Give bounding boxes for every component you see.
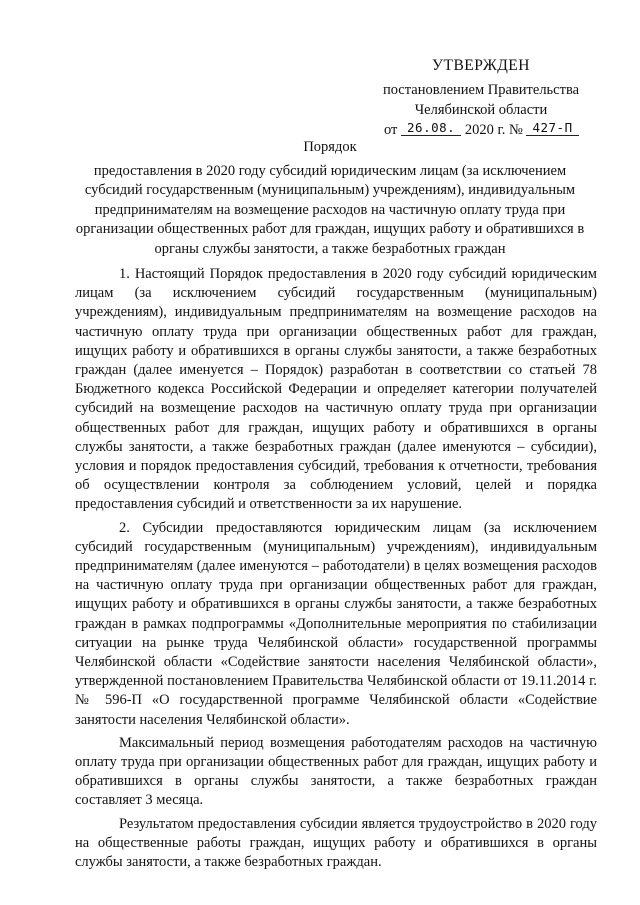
paragraph-4: Результатом предоставления субсидии является трудоустройство в 2020 году на общественные работы граждан, ищущих работу и обратившихся в органы службы занятости, а также безработных граждан.	[75, 815, 597, 871]
paragraph-3: Максимальный период возмещения работодателям расходов на частичную оплату труда при организации общественных работ для граждан, ищущих работу и обратившихся в органы службы занятости, а также безработных граждан составляет 3 месяца.	[75, 734, 597, 809]
approval-line-2: Челябинской области	[414, 102, 548, 118]
document-title	[70, 138, 590, 259]
approval-stamp-block	[356, 56, 606, 140]
approval-date-line	[384, 120, 606, 140]
document-number: 427-П	[526, 120, 578, 136]
title-heading: Порядок	[303, 139, 357, 155]
paragraph-2: 2. Субсидии предоставляются юридическим лицам (за исключением субсидий государственным (муниципальным) учреждениям), индивидуальным предпринимателям (далее именуются – работодатели) в целях возмещения расходов на частичную оплату труда при организации общественных работ для граждан, ищущих работу и обратившихся в органы службы занятости, а также безработных граждан в рамках подпрограммы «Дополнительные мероприятия по стабилизации ситуации на рынке труда Челябинской области» государственной программы Челябинской области «Содействие занятости населения Челябинской области», утвержденной постановлением Правительства Челябинской области от 19.11.2014 г. № 596-П «О государственной программе Челябинской области «Содействие занятости населения Челябинской области».	[75, 519, 597, 728]
date-value: 26.08.	[401, 120, 461, 136]
document-body	[75, 265, 597, 876]
year-text: 2020 г. №	[464, 122, 523, 138]
title-subtitle: предоставления в 2020 году субсидий юридическим лицам (за исключением субсидий государственным (муниципальным) учреждениям), индивидуальным предпринимателям на возмещение расходов на частичную оплату труда при организации общественных работ для граждан, ищущих работу и обратившихся в органы службы занятости, а также безработных граждан	[75, 162, 585, 257]
approval-heading: УТВЕРЖДЕН	[432, 57, 530, 74]
approval-line-1: постановлением Правительства	[382, 82, 580, 98]
date-prefix: от	[384, 122, 398, 138]
paragraph-1: 1. Настоящий Порядок предоставления в 2020 году субсидий юридическим лицам (за исключением субсидий государственным (муниципальным) учреждениям), индивидуальным предпринимателям на возмещение расходов на частичную оплату труда при организации общественных работ для граждан, ищущих работу и обратившихся в органы службы занятости, а также безработных граждан (далее именуется – Порядок) разработан в соответствии со статьей 78 Бюджетного кодекса Российской Федерации и определяет категории получателей субсидий на возмещение расходов на частичную оплату труда при организации общественных работ для граждан, ищущих работу и обратившихся в органы службы занятости, а также безработных граждан (далее именуются – субсидии), условия и порядок предоставления субсидий, требования к отчетности, требования об осуществлении контроля за соблюдением условий, целей и порядка предоставления субсидий и ответственности за их нарушение.	[75, 266, 597, 513]
